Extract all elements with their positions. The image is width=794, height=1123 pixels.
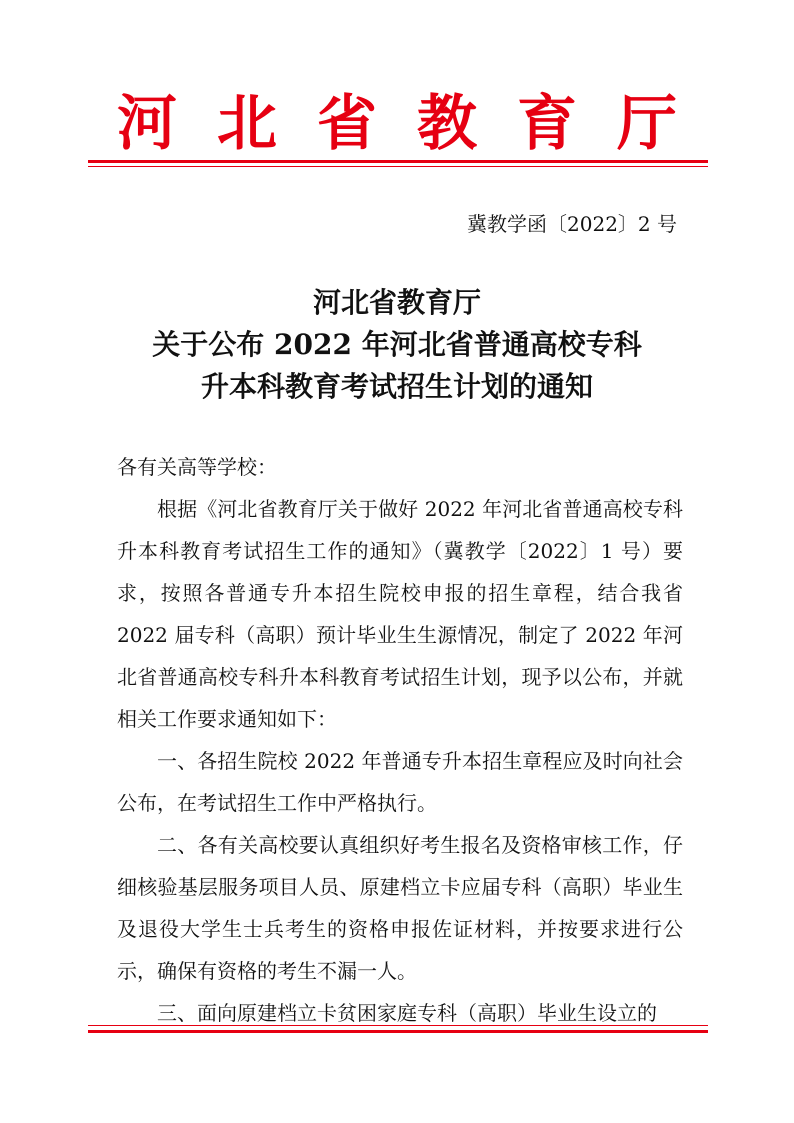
header-rule-thin bbox=[88, 166, 708, 167]
title-line-3: 升本科教育考试招生计划的通知 bbox=[200, 370, 593, 403]
paragraph-1: 根据《河北省教育厅关于做好 2022 年河北省普通高校专科升本科教育考试招生工作的通知》（冀教学〔2022〕1 号）要求，按照各普通专升本招生院校申报的招生章程，结合我省 2022 届专科（高职）预计毕业生生源情况，制定了 2022 年河北省普通高校专科升本科教育考试招生计划，现予以公布，并就相关工作要求通知如下： bbox=[117, 497, 683, 731]
paragraph-4: 三、面向原建档立卡贫困家庭专科（高职）毕业生设立的 bbox=[157, 1001, 657, 1025]
footer-rule-thick bbox=[88, 1030, 708, 1033]
document-body bbox=[117, 446, 683, 1034]
paragraph-2: 一、各招生院校 2022 年普通专升本招生章程应及时向社会公布，在考试招生工作中严格执行。 bbox=[117, 749, 683, 815]
document-number: 冀教学函〔2022〕2 号 bbox=[467, 212, 677, 236]
footer-rule-thin bbox=[88, 1025, 708, 1026]
paragraph-3: 二、各有关高校要认真组织好考生报名及资格审核工作，仔细核验基层服务项目人员、原建档立卡应届专科（高职）毕业生及退役大学生士兵考生的资格申报佐证材料，并按要求进行公示，确保有资格的考生不漏一人。 bbox=[117, 833, 683, 983]
notice-title bbox=[0, 282, 794, 408]
header-rule-thick bbox=[88, 160, 708, 163]
org-header-title: 河北省教育厅 bbox=[117, 89, 717, 159]
salutation: 各有关高等学校： bbox=[117, 455, 277, 479]
title-line-1: 河北省教育厅 bbox=[312, 286, 481, 319]
title-line-2: 关于公布 2022 年河北省普通高校专科 bbox=[152, 328, 642, 361]
